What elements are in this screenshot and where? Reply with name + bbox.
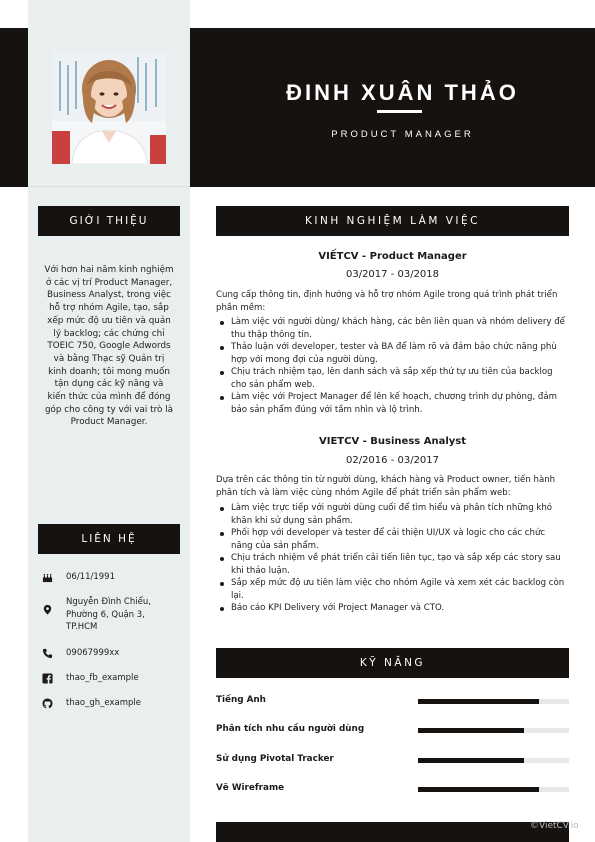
job-bullet-list	[216, 316, 569, 416]
watermark: ©VietCV.io	[530, 821, 579, 831]
job-bullet: Sắp xếp mức độ ưu tiên làm việc cho nhóm Agile và xem xét các backlog còn lại.	[216, 577, 569, 602]
job-bullet: Làm việc với Project Manager để lên kế hoạch, chương trình dự phòng, đảm bảo sản phẩm đúng với tầm nhìn và lộ trình.	[216, 391, 569, 416]
phone-icon	[42, 648, 53, 659]
skill-bar-fill	[418, 758, 524, 763]
job-bullet: Chịu trách nhiệm về phát triển cải tiến liên tục, tạo và sắp xếp các story sau khi thảo luận.	[216, 552, 569, 577]
skill-bar-track	[418, 787, 569, 792]
location-pin-icon	[42, 604, 53, 615]
intro-text: Với hơn hai năm kinh nghiệm ở các vị trí Product Manager, Business Analyst, trong việc hỗ trợ nhóm Agile, tạo, sắp xếp mức độ ưu tiên và quản lý backlog; các chứng chỉ TOEIC 750, Google Adwords và bằng Thạc sỹ Quản trị kinh doanh; tôi mong muốn tận dụng các kỹ năng và kiến thức của mình để đóng góp cho công ty với vai trò là Product Manager.	[44, 265, 174, 428]
skill-bar-track	[418, 728, 569, 733]
skill-name: Vẽ Wireframe	[216, 783, 285, 793]
candidate-name: ĐINH XUÂN THẢO	[286, 80, 519, 105]
job-bullet: Thảo luận với developer, tester và BA để làm rõ và đảm bảo chức năng phù hợp với mong đợi của người dùng.	[216, 341, 569, 366]
job-bullet: Làm việc trực tiếp với người dùng cuối để tìm hiểu và phân tích những khó khăn khi sử dụng sản phẩm.	[216, 502, 569, 527]
github-icon	[42, 698, 53, 709]
skill-row	[216, 754, 569, 766]
candidate-title: PRODUCT MANAGER	[331, 129, 474, 140]
skill-row	[216, 695, 569, 707]
contact-value: 09067999xx	[66, 648, 120, 658]
skill-name: Phân tích nhu cầu người dùng	[216, 724, 365, 734]
name-underline	[377, 110, 422, 113]
job-bullet-list	[216, 502, 569, 615]
job-description: Dựa trên các thông tin từ người dùng, khách hàng và Product owner, tiến hành phân tích và làm việc cùng nhóm Agile để phát triển sản phẩm web:	[216, 475, 556, 498]
job-title: VIẾTCV - Product Manager	[318, 251, 467, 262]
profile-photo	[52, 51, 166, 164]
contact-birthday	[42, 571, 182, 584]
contact-address	[42, 596, 167, 634]
skill-name: Tiếng Anh	[216, 695, 266, 705]
contact-facebook[interactable]	[42, 672, 182, 685]
job-dates: 02/2016 - 03/2017	[345, 455, 440, 466]
skill-bar-fill	[418, 787, 539, 792]
intro-heading: GIỚI THIỆU	[38, 206, 180, 236]
skill-bar-fill	[418, 699, 539, 704]
skills-heading: KỸ NĂNG	[216, 648, 569, 678]
job-bullet: Chịu trách nhiệm tạo, lên danh sách và sắp xếp thứ tự ưu tiên của backlog cho sản phẩm web.	[216, 366, 569, 391]
job-bullet: Làm việc với người dùng/ khách hàng, các bên liên quan và nhóm delivery để thu thập thông tin.	[216, 316, 569, 341]
job-bullet: Phối hợp với developer và tester để cải thiện UI/UX và logic cho các chức năng của sản phẩm.	[216, 527, 569, 552]
contact-value: Nguyễn Đình Chiểu, Phường 6, Quận 3, TP.HCM	[66, 597, 151, 632]
contact-heading: LIÊN HỆ	[38, 524, 180, 554]
experience-heading: KINH NGHIỆM LÀM VIỆC	[216, 206, 569, 236]
birthday-cake-icon	[42, 572, 53, 583]
facebook-icon	[42, 673, 53, 684]
contact-value: thao_fb_example	[66, 673, 139, 683]
contact-value: thao_gh_example	[66, 698, 141, 708]
skill-bar-fill	[418, 728, 524, 733]
skill-bar-track	[418, 758, 569, 763]
profile-photo-illustration	[52, 51, 166, 164]
job-bullet: Báo cáo KPI Delivery với Project Manager và CTO.	[216, 602, 569, 615]
skill-name: Sử dụng Pivotal Tracker	[216, 754, 334, 764]
skill-row	[216, 724, 569, 736]
bottom-section-bar	[216, 822, 569, 842]
contact-value: 06/11/1991	[66, 572, 115, 582]
contact-phone	[42, 647, 182, 660]
job-description: Cung cấp thông tin, định hướng và hỗ trợ nhóm Agile trong quá trình phát triển phần mềm:	[216, 290, 558, 313]
skill-row	[216, 783, 569, 795]
job-dates: 03/2017 - 03/2018	[345, 269, 440, 280]
job-title: VIETCV - Business Analyst	[319, 436, 466, 447]
skill-bar-track	[418, 699, 569, 704]
contact-github[interactable]	[42, 697, 182, 710]
